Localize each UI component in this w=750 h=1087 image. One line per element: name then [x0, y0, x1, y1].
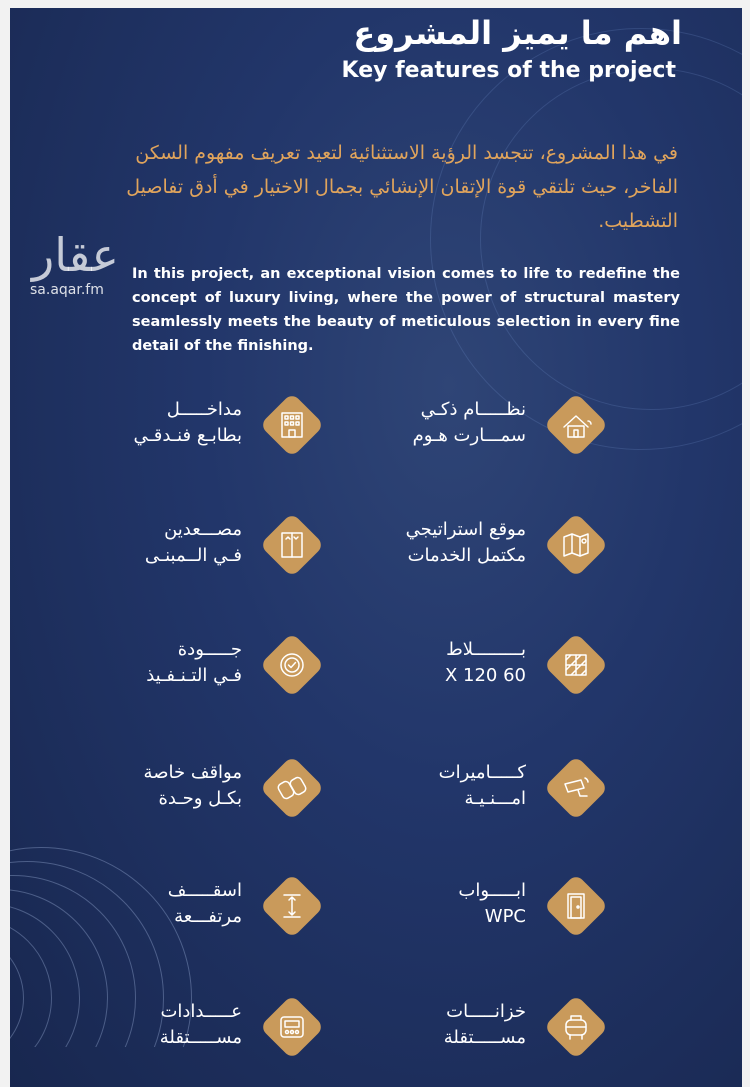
- tiles-icon: [544, 633, 608, 697]
- feature-title: بـــــــــلاط: [446, 639, 526, 660]
- feature-title: مواقف خاصة: [143, 762, 242, 783]
- feature-title: اسقـــــف: [167, 880, 242, 901]
- page-title-english: Key features of the project: [341, 58, 676, 83]
- feature-item: [72, 866, 362, 946]
- feature-title: ابـــــواب: [458, 880, 526, 901]
- feature-title: موقع استراتيجي: [405, 519, 526, 540]
- feature-text: [356, 878, 526, 930]
- feature-subtitle: سمـــارت هـوم: [412, 425, 526, 446]
- security-camera-icon: [544, 756, 608, 820]
- location-map-icon: [544, 513, 608, 577]
- feature-item: [72, 505, 362, 585]
- feature-subtitle: امـــنـيـة: [464, 788, 526, 809]
- feature-title: جـــــودة: [177, 639, 242, 660]
- feature-text: [72, 760, 242, 812]
- feature-subtitle: 60 X 120: [444, 665, 526, 686]
- feature-title: عـــــدادات: [160, 1001, 242, 1022]
- feature-item: [356, 385, 646, 465]
- hotel-building-icon: [260, 393, 324, 457]
- page-title-arabic: اهم ما يميز المشروع: [353, 14, 682, 52]
- feature-item: [356, 987, 646, 1067]
- feature-subtitle: بطابـع فنـدقـي: [133, 425, 242, 446]
- right-border: [742, 0, 750, 1087]
- door-icon: [544, 874, 608, 938]
- meter-icon: [260, 995, 324, 1059]
- feature-text: [356, 517, 526, 569]
- feature-title: مداخـــــل: [166, 399, 242, 420]
- feature-text: [72, 878, 242, 930]
- feature-text: [72, 999, 242, 1051]
- intro-text-english: In this project, an exceptional vision comes to life to redefine the concept of luxury living, where the power of structural mastery seamlessly meets the beauty of meticulous selection in every fine detail of the finishing.: [132, 266, 680, 354]
- feature-text: [72, 637, 242, 689]
- feature-text: [356, 760, 526, 812]
- feature-text: [356, 637, 526, 689]
- watermark-url: sa.aqar.fm: [30, 282, 104, 298]
- intro-text-arabic: في هذا المشروع، تتجسد الرؤية الاستثنائية لتعيد تعريف مفهوم السكن الفاخر، حيث تلتقي قوة الإتقان الإنشائي بجمال الاختيار في أدق تفاصيل التشطيب.: [126, 142, 678, 232]
- feature-subtitle: مكتمل الخدمات: [407, 545, 526, 566]
- feature-subtitle: فـي التـنـفـيذ: [146, 665, 242, 686]
- feature-title: كـــــاميرات: [438, 762, 526, 783]
- water-tank-icon: [544, 995, 608, 1059]
- watermark-logo: عقار: [32, 228, 119, 282]
- feature-text: [356, 397, 526, 449]
- feature-text: [72, 397, 242, 449]
- top-border: [0, 0, 750, 8]
- left-border: [0, 0, 10, 1087]
- feature-item: [72, 987, 362, 1067]
- feature-text: [356, 999, 526, 1051]
- feature-subtitle: بكـل وحـدة: [158, 788, 242, 809]
- feature-title: نظـــــام ذكـي: [420, 399, 526, 420]
- feature-title: خزانـــــات: [446, 1001, 526, 1022]
- feature-item: [356, 625, 646, 705]
- smart-home-icon: [544, 393, 608, 457]
- feature-subtitle: WPC: [484, 906, 526, 927]
- feature-item: [72, 748, 362, 828]
- feature-item: [356, 505, 646, 585]
- feature-subtitle: مرتفـــعة: [174, 906, 242, 927]
- feature-item: [356, 866, 646, 946]
- quality-badge-icon: [260, 633, 324, 697]
- high-ceiling-icon: [260, 874, 324, 938]
- feature-subtitle: مســـــتقلة: [443, 1027, 526, 1048]
- feature-title: مصـــعدين: [164, 519, 242, 540]
- feature-subtitle: مســـــتقلة: [159, 1027, 242, 1048]
- feature-item: [72, 625, 362, 705]
- feature-text: [72, 517, 242, 569]
- feature-item: [356, 748, 646, 828]
- elevator-icon: [260, 513, 324, 577]
- feature-subtitle: فـي الــمبنـى: [144, 545, 242, 566]
- parking-icon: [260, 756, 324, 820]
- feature-item: [72, 385, 362, 465]
